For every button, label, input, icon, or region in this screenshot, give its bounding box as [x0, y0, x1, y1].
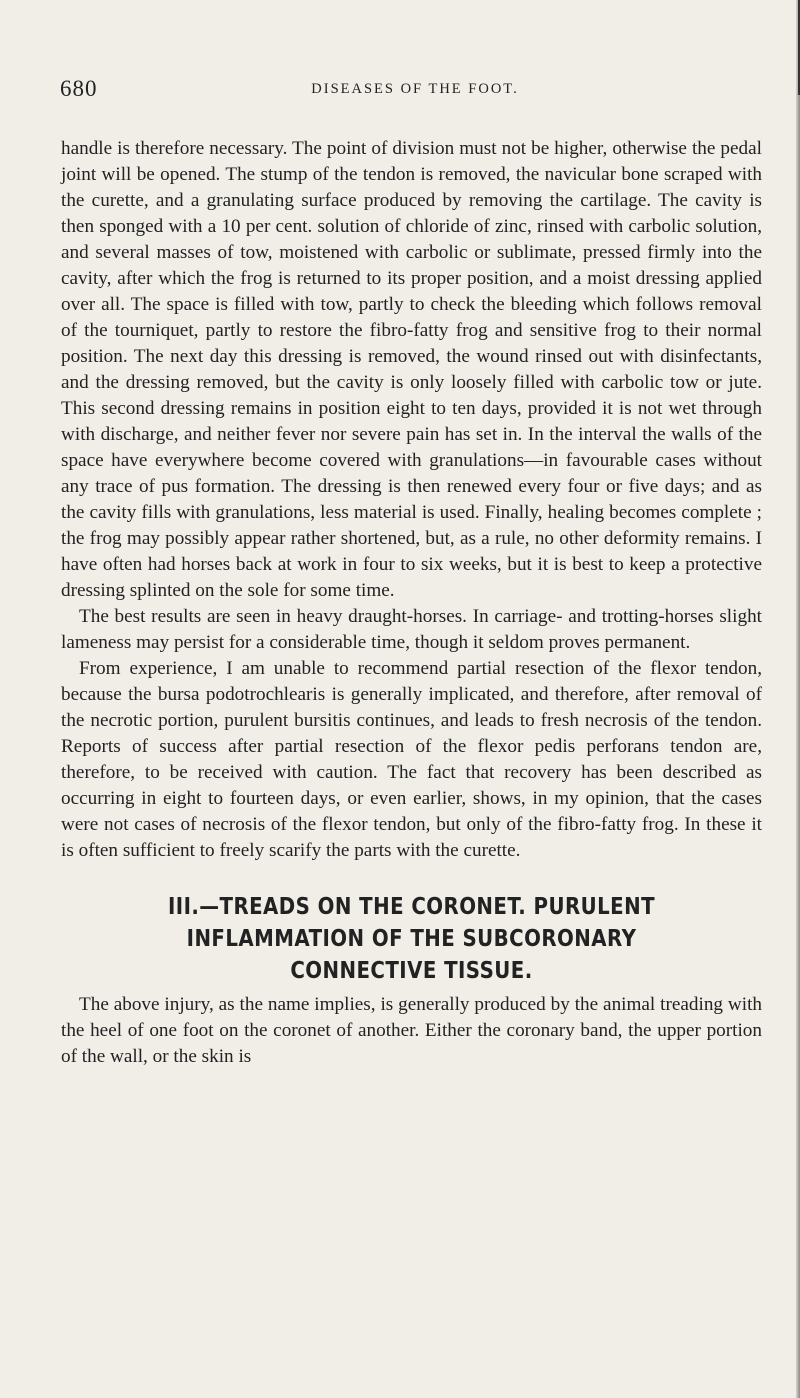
- paragraph: handle is therefore necessary. The point of division must not be higher, otherwise the pedal joint will be opened. The stump of the tendon is removed, the navicular bone scraped with the curette, and a granulating surface produced by removing the cartilage. The cavity is then sponged with a 10 per cent. solution of chloride of zinc, rinsed with carbolic solution, and several masses of tow, moistened with carbolic or sublimate, pressed firmly into the cavity, after which the frog is returned to its proper position, and a moist dressing applied over all. The space is filled with tow, partly to check the bleeding which follows removal of the tourniquet, partly to restore the fibro-fatty frog and sensitive frog to their normal position. The next day this dressing is removed, the wound rinsed out with disinfectants, and the dressing removed, but the cavity is only loosely filled with carbolic tow or jute. This second dressing remains in position eight to ten days, provided it is not wet through with discharge, and neither fever nor severe pain has set in. In the interval the walls of the space have everywhere become covered with granulations—in favourable cases without any trace of pus formation. The dressing is then renewed every four or five days; and as the cavity fills with granulations, less material is used. Finally, healing becomes complete ; the frog may possibly appear rather shortened, but, as a rule, no other deformity remains. I have often had horses back at work in four to six weeks, but it is best to keep a protective dressing splinted on the sole for some time.: [61, 138, 762, 601]
- paragraph: The above injury, as the name implies, is generally produced by the animal treading with the heel of one foot on the coronet of another. Either the coronary band, the upper portion of the wall, or the skin is: [61, 994, 762, 1067]
- page-number: 680: [60, 76, 98, 101]
- page-body: [61, 136, 762, 1070]
- section-heading: III.—TREADS ON THE CORONET. PURULENT INFLAMMATION OF THE SUBCORONARY CONNECTIVE TISSUE.: [167, 894, 656, 984]
- page-edge-shadow: [796, 0, 800, 1398]
- paragraph: From experience, I am unable to recommend partial resection of the flexor tendon, because the bursa podotrochlearis is generally implicated, and therefore, after removal of the necrotic portion, purulent bursitis continues, and leads to fresh necrosis of the tendon. Reports of success after partial resection of the flexor pedis perforans tendon are, therefore, to be received with caution. The fact that recovery has been described as occurring in eight to fourteen days, or even earlier, shows, in my opinion, that the cases were not cases of necrosis of the flexor tendon, but only of the fibro-fatty frog. In these it is often sufficient to freely scarify the parts with the curette.: [61, 658, 762, 861]
- page-header: [60, 76, 760, 106]
- paragraph: The best results are seen in heavy draught-horses. In carriage- and trotting-horses slight lameness may persist for a considerable time, though it seldom proves permanent.: [61, 606, 762, 653]
- running-head: DISEASES OF THE FOOT.: [311, 81, 519, 97]
